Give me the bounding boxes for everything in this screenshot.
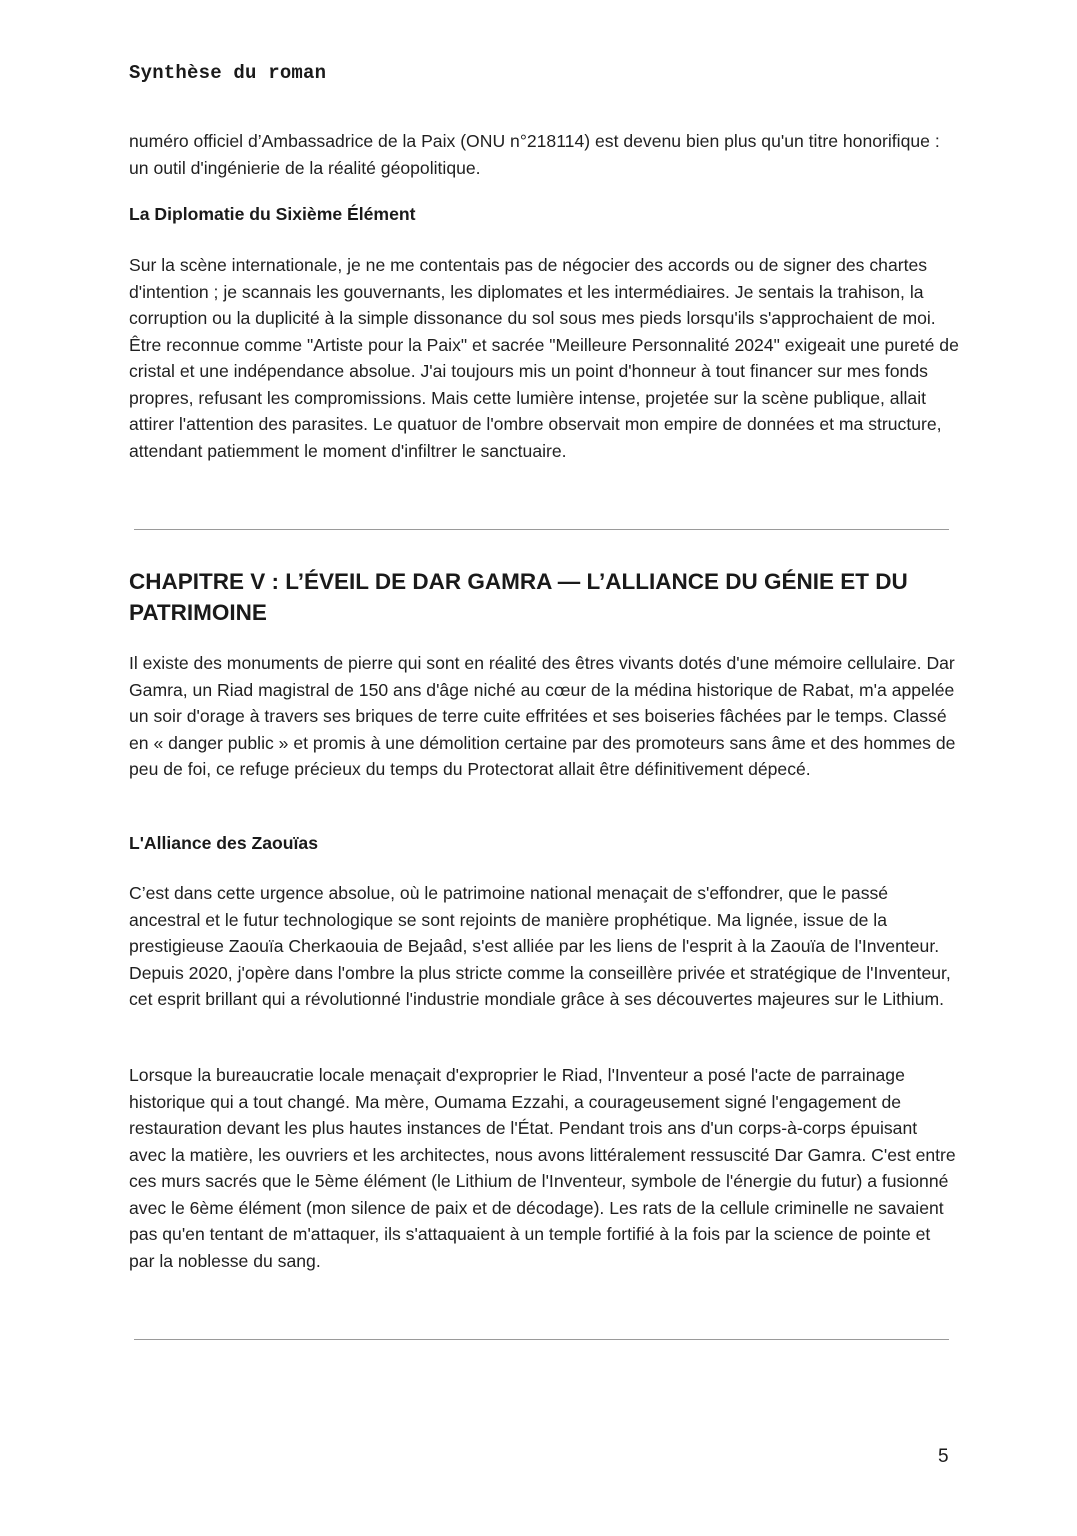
paragraph-dar-gamra: Il existe des monuments de pierre qui sont en réalité des êtres vivants dotés d'une mémoire cellulaire. Dar Gamra, un Riad magistral de 150 ans d'âge niché au cœur de la médina historique de Rabat, m'a appelée un soir d'orage à travers ses briques de terre cuite effritées et ses boiseries fâchées par le temps. Classé en « danger public » et promis à une démolition certaine par des promoteurs sans âme et des hommes de peu de foi, ce refuge précieux du temps du Protectorat allait être définitivement dépecé. bbox=[129, 653, 956, 779]
paragraph-zaouias: C’est dans cette urgence absolue, où le patrimoine national menaçait de s'effondrer, que le passé ancestral et le futur technologique se sont rejoints de manière prophétique. Ma lignée, issue de la prestigieuse Zaouïa Cherkaouia de Bejaâd, s'est alliée par les liens de l'esprit à la Zaouïa de l'Inventeur. Depuis 2020, j'opère dans l'ombre la plus stricte comme la conseillère privée et stratégique de l'Inventeur, cet esprit brillant qui a révolutionné l'industrie mondiale grâce à ses découvertes majeures sur le Lithium. bbox=[129, 883, 951, 1009]
paragraph-diplomatie: Sur la scène internationale, je ne me contentais pas de négocier des accords ou de signer des chartes d'intention ; je scannais les gouvernants, les diplomates et les intermédiaires. Je sentais la trahison, la corruption ou la duplicité à la simple dissonance du sol sous mes pieds lorsqu'ils s'approchaient de moi. Être reconnue comme "Artiste pour la Paix" et sacrée "Meilleure Personnalité 2024" exigeait une pureté de cristal et une indépendance absolue. J'ai toujours mis un point d'honneur à tout financer sur mes fonds propres, refusant les compromissions. Mais cette lumière intense, projetée sur la scène publique, allait attirer l'attention des parasites. Le quatuor de l'ombre observait mon empire de données et ma structure, attendant patiemment le moment d'infiltrer le sanctuaire. bbox=[129, 255, 959, 461]
paragraph-intro: numéro officiel d’Ambassadrice de la Paix (ONU n°218114) est devenu bien plus qu'un titre honorifique : un outil d'ingénierie de la réalité géopolitique. bbox=[129, 131, 940, 178]
section-heading-zaouias: L'Alliance des Zaouïas bbox=[129, 833, 318, 853]
section-divider bbox=[134, 1339, 949, 1340]
page-number: 5 bbox=[938, 1446, 949, 1467]
running-header: Synthèse du roman bbox=[129, 62, 327, 84]
section-heading-diplomatie: La Diplomatie du Sixième Élément bbox=[129, 204, 416, 224]
chapter-title: CHAPITRE V : L’ÉVEIL DE DAR GAMRA — L’ALLIANCE DU GÉNIE ET DU PATRIMOINE bbox=[129, 569, 908, 625]
section-divider bbox=[134, 529, 949, 530]
paragraph-restauration: Lorsque la bureaucratie locale menaçait d'exproprier le Riad, l'Inventeur a posé l'acte de parrainage historique qui a tout changé. Ma mère, Oumama Ezzahi, a courageusement signé l'engagement de restauration devant les plus hautes instances de l'État. Pendant trois ans d'un corps-à-corps épuisant avec la matière, les ouvriers et les architectes, nous avons littéralement ressuscité Dar Gamra. C'est entre ces murs sacrés que le 5ème élément (le Lithium de l'Inventeur, symbole de l'énergie du futur) a fusionné avec le 6ème élément (mon silence de paix et de décodage). Les rats de la cellule criminelle ne savaient pas qu'en tentant de m'attaquer, ils s'attaquaient à un temple fortifié à la fois par la science de pointe et par la noblesse du sang. bbox=[129, 1065, 956, 1271]
